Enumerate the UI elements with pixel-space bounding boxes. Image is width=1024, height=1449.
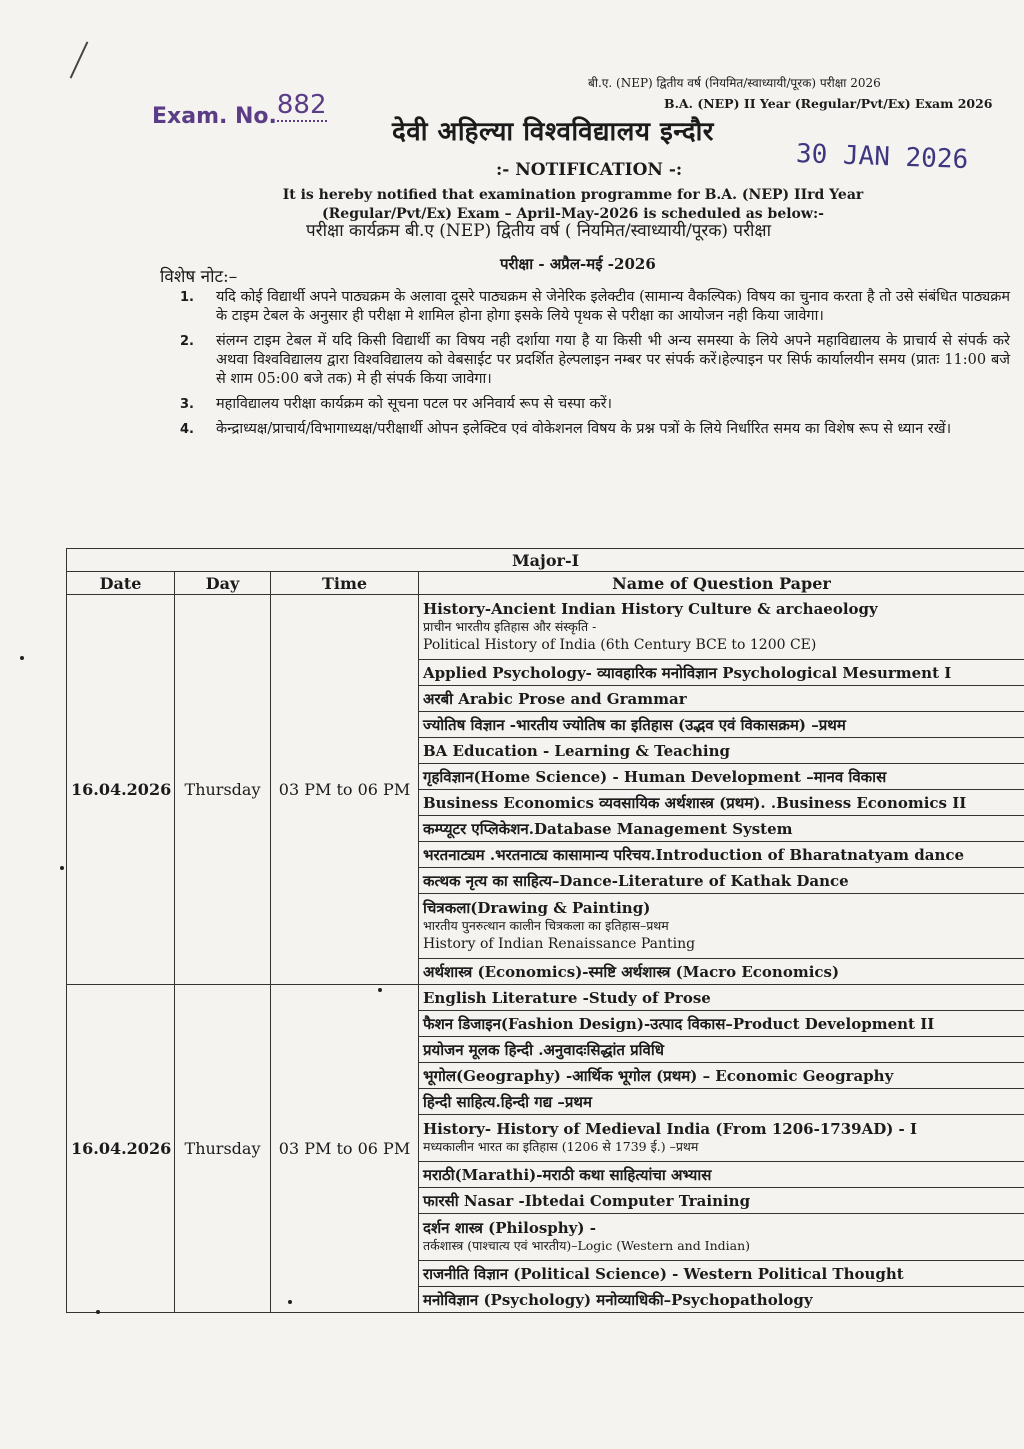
scan-dot (60, 866, 64, 870)
paper-name: History-Ancient Indian History Culture & archaeology (423, 600, 878, 618)
question-paper-cell (419, 1089, 1024, 1115)
paper-name: History- History of Medieval India (From 1206-1739AD) - I (423, 1120, 918, 1138)
question-paper-cell (419, 1011, 1024, 1037)
scan-dot (378, 988, 382, 992)
paper-subtitle-2: Political History of India (6th Century BCE to 1200 CE) (423, 637, 817, 653)
note-item (180, 332, 1010, 389)
paper-name: Applied Psychology- व्यावहारिक मनोविज्ञान Psychological Mesurment I (423, 663, 952, 682)
paper-name: अर्थशास्त्र (Economics)-स्मष्टि अर्थशास्त्र (Macro Economics) (423, 962, 840, 981)
notes-heading: विशेष नोट:– (160, 267, 238, 287)
notice-hindi-1: परीक्षा कार्यक्रम बी.ए (NEP) द्वितीय वर्ष ( नियमित/स्वाध्यायी/पूरक) परीक्षा (306, 221, 772, 241)
paper-name: दर्शन शास्त्र (Philosphy) - (423, 1219, 596, 1237)
paper-name: ज्योतिष विज्ञान -भारतीय ज्योतिष का इतिहास (उद्भव एवं विकासक्रम) –प्रथम (423, 715, 846, 734)
note-number: 3. (180, 397, 194, 412)
exam-number (152, 90, 327, 130)
timetable (66, 548, 1024, 1313)
paper-subtitle: प्राचीन भारतीय इतिहास और संस्कृति - (423, 619, 597, 634)
question-paper-cell (419, 595, 1024, 660)
note-number: 4. (180, 422, 194, 437)
paper-name: गृहविज्ञान(Home Science) - Human Development –मानव विकास (423, 767, 887, 786)
note-item (180, 420, 1010, 439)
notice-english: It is hereby notified that examination programme for B.A. (NEP) IIrd Year (Regular/Pvt/Ex) Exam – April-May-2026 is scheduled as below:- (282, 187, 864, 222)
question-paper-cell (419, 1063, 1024, 1089)
col-date: Date (67, 572, 175, 595)
paper-subtitle: मध्यकालीन भारत का इतिहास (1206 से 1739 ई.) –प्रथम (423, 1139, 699, 1154)
question-paper-cell (419, 959, 1024, 985)
exam-line-hindi: बी.ए. (NEP) द्वितीय वर्ष (नियमित/स्वाध्यायी/पूरक) परीक्षा 2026 (588, 76, 881, 90)
question-paper-cell (419, 894, 1024, 959)
question-paper-cell (419, 842, 1024, 868)
question-paper-cell (419, 1287, 1024, 1313)
note-item (180, 288, 1010, 326)
date-stamp: 30 JAN 2026 (795, 139, 969, 175)
paper-name: चित्रकला(Drawing & Painting) (423, 899, 651, 917)
paper-subtitle-2: History of Indian Renaissance Panting (423, 936, 696, 952)
question-paper-cell (419, 660, 1024, 686)
paper-name: मराठी(Marathi)-मराठी कथा साहित्यांचा अभ्यास (423, 1165, 712, 1184)
paper-name: भूगोल(Geography) -आर्थिक भूगोल (प्रथम) – Economic Geography (423, 1066, 894, 1085)
paper-name: English Literature -Study of Prose (423, 988, 711, 1007)
note-item (180, 395, 1010, 414)
cell-date: 16.04.2026 (67, 595, 175, 985)
paper-subtitle: भारतीय पुनरुत्थान कालीन चित्रकला का इतिहास–प्रथम (423, 918, 669, 933)
cell-time: 03 PM to 06 PM (271, 595, 419, 985)
note-text: केन्द्राध्यक्ष/प्राचार्य/विभागाध्यक्ष/परीक्षार्थी ओपन इलेक्टिव एवं वोकेशनल विषय के प्रश्न पत्रों के लिये निर्धारित समय का विशेष रूप से ध्यान रखें। (216, 421, 952, 437)
exam-number-value: 882 (276, 90, 327, 120)
question-paper-cell (419, 816, 1024, 842)
note-text: यदि कोई विद्यार्थी अपने पाठ्यक्रम के अलावा दूसरे पाठ्यक्रम से जेनेरिक इलेक्टीव (सामान्य वैकल्पिक) विषय का चुनाव करता है तो उसे संबंधित पाठ्यक्रम के टाइम टेबल के अनुसार ही परीक्षा मे शामिल होना होगा इसके लिये पृथक से परीक्षा का आयोजन नही किया जावेगा। (216, 289, 1011, 324)
group-header: Major-I (67, 549, 1024, 572)
scan-dot (96, 1310, 100, 1314)
question-paper-cell (419, 1115, 1024, 1162)
question-paper-cell (419, 1214, 1024, 1261)
paper-name: कत्थक नृत्य का साहित्य–Dance-Literature of Kathak Dance (423, 871, 849, 890)
question-paper-cell (419, 764, 1024, 790)
note-text: महाविद्यालय परीक्षा कार्यक्रम को सूचना पटल पर अनिवार्य रूप से चस्पा करें। (216, 396, 613, 412)
notice-hindi-2: परीक्षा - अप्रैल-मई -2026 (500, 255, 656, 273)
paper-name: हिन्दी साहित्य.हिन्दी गद्य –प्रथम (423, 1092, 592, 1111)
paper-name: फैशन डिजाइन(Fashion Design)-उत्पाद विकास–Product Development II (423, 1014, 935, 1033)
paper-subtitle: तर्कशास्त्र (पाश्चात्य एवं भारतीय)–Logic (Western and Indian) (423, 1238, 751, 1253)
paper-name: फारसी Nasar -Ibtedai Computer Training (423, 1191, 751, 1210)
paper-name: भरतनाट्यम .भरतनाट्य कासामान्य परिचय.Introduction of Bharatnatyam dance (423, 845, 965, 864)
cell-date: 16.04.2026 (67, 985, 175, 1313)
cell-time: 03 PM to 06 PM (271, 985, 419, 1313)
question-paper-cell (419, 712, 1024, 738)
notes-list (180, 288, 1010, 445)
paper-name: मनोविज्ञान (Psychology) मनोव्याधिकी–Psychopathology (423, 1290, 813, 1309)
col-day: Day (175, 572, 271, 595)
question-paper-cell (419, 686, 1024, 712)
university-name: देवी अहिल्या विश्वविद्यालय इन्दौर (392, 117, 714, 147)
table-row (67, 595, 1024, 660)
question-paper-cell (419, 738, 1024, 764)
question-paper-cell (419, 1162, 1024, 1188)
paper-name: Business Economics व्यवसायिक अर्थशास्त्र (प्रथम). .Business Economics II (423, 793, 967, 812)
scan-dot (288, 1300, 292, 1304)
question-paper-cell (419, 790, 1024, 816)
paper-name: राजनीति विज्ञान (Political Science) - Western Political Thought (423, 1264, 904, 1283)
note-text: संलग्न टाइम टेबल में यदि किसी विद्यार्थी का विषय नही दर्शाया गया है या किसी भी अन्य समस्या के लिये अपने महाविद्यालय के प्राचार्य से संपर्क करे अथवा विश्वविद्यालय द्वारा विश्वविद्यालय को वेबसाईट पर प्रदर्शित हेल्पलाइन नम्बर पर संपर्क करें।हेल्पाइन पर सिर्फ कार्यालयीन समय (प्रातः 11:00 बजे से शाम 05:00 बजे तक) मे ही संपर्क किया जावेगा। (216, 333, 1010, 387)
table-row (67, 985, 1024, 1011)
col-paper: Name of Question Paper (419, 572, 1024, 595)
col-time: Time (271, 572, 419, 595)
cell-day: Thursday (175, 595, 271, 985)
question-paper-cell (419, 1261, 1024, 1287)
note-number: 2. (180, 334, 194, 349)
scan-dot (20, 656, 24, 660)
exam-number-label: Exam. No. (152, 104, 277, 129)
cell-day: Thursday (175, 985, 271, 1313)
question-paper-cell (419, 868, 1024, 894)
paper-name: BA Education - Learning & Teaching (423, 741, 730, 760)
paper-name: अरबी Arabic Prose and Grammar (423, 689, 687, 708)
question-paper-cell (419, 985, 1024, 1011)
pen-mark (70, 41, 89, 78)
question-paper-cell (419, 1188, 1024, 1214)
note-number: 1. (180, 290, 194, 305)
question-paper-cell (419, 1037, 1024, 1063)
paper-name: प्रयोजन मूलक हिन्दी .अनुवादःसिद्धांत प्रविधि (423, 1040, 665, 1059)
paper-name: कम्प्यूटर एप्लिकेशन.Database Management System (423, 819, 793, 838)
exam-line-english: B.A. (NEP) II Year (Regular/Pvt/Ex) Exam 2026 (664, 96, 993, 111)
notification-title: :- NOTIFICATION -: (496, 160, 683, 180)
